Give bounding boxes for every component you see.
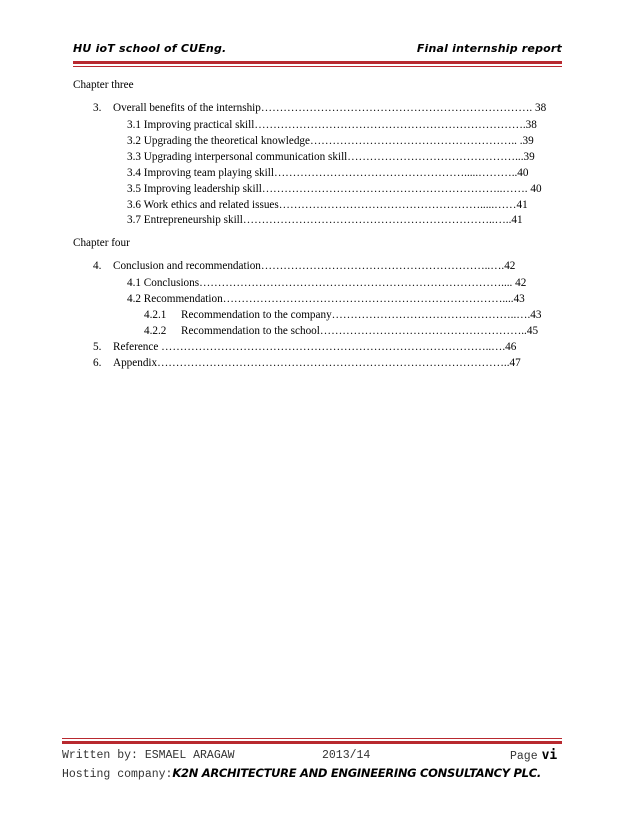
footer-page-number: vi xyxy=(541,748,558,763)
toc-entry-text: 3.2 Upgrading the theoretical knowledge……………………………………………….. .39 xyxy=(127,135,534,147)
toc-entry-text: Recommendation to the school………………………………………………..45 xyxy=(181,325,539,337)
toc-entry-number: 4. xyxy=(93,260,102,272)
footer-hosting xyxy=(62,764,541,782)
footer-rule xyxy=(62,741,562,744)
footer-page-label: Page xyxy=(510,750,538,763)
chapter-four-heading: Chapter four xyxy=(73,237,130,249)
page-header xyxy=(73,41,562,64)
toc-entry-text: 3.1 Improving practical skill……………………………………………………………….38 xyxy=(127,119,537,131)
header-school-name: HU ioT school of CUEng. xyxy=(73,42,227,55)
header-rule xyxy=(73,66,562,67)
toc-entry-text: 4.2 Recommendation…………………………………………………………………....43 xyxy=(127,293,525,305)
toc-entry-number: 6. xyxy=(93,357,102,369)
toc-entry-text: 3.6 Work ethics and related issues……………………………………………….....……41 xyxy=(127,199,528,211)
toc-entry-text: Conclusion and recommendation……………………………………………………..….42 xyxy=(113,260,516,272)
footer-author: Written by: ESMAEL ARAGAW xyxy=(62,749,235,762)
toc-entry-number: 4.2.1 xyxy=(144,309,167,321)
footer-company-name: K2N ARCHITECTURE AND ENGINEERING CONSULTANCY PLC. xyxy=(172,766,541,780)
toc-entry-text: 4.1 Conclusions……………………………………………………………………….... 42 xyxy=(127,277,527,289)
toc-entry-text: Recommendation to the company…………………………………………..….43 xyxy=(181,309,542,321)
toc-entry-text: Appendix…………………………………………………………………………………..47 xyxy=(113,357,521,369)
toc-entry-number: 3. xyxy=(93,102,102,114)
footer-page xyxy=(510,746,557,764)
header-report-title: Final internship report xyxy=(416,42,562,55)
toc-entry-text: 3.3 Upgrading interpersonal communication skill………………………………………...39 xyxy=(127,151,535,163)
toc-entry-number: 4.2.2 xyxy=(144,325,167,337)
footer-rule-thin xyxy=(62,738,562,739)
footer-hosting-label: Hosting company: xyxy=(62,768,173,781)
chapter-three-heading: Chapter three xyxy=(73,79,134,91)
toc-entry-number: 5. xyxy=(93,341,102,353)
toc-entry-text: 3.4 Improving team playing skill…………………………………………….....………..40 xyxy=(127,167,529,179)
toc-entry-text: 3.7 Entrepreneurship skill…………………………………………………………..…..41 xyxy=(127,214,523,226)
footer-year: 2013/14 xyxy=(322,749,371,762)
toc-entry-text: Reference ……………………………………………………………………………..….46 xyxy=(113,341,517,353)
toc-entry-text: Overall benefits of the internship………………………………………………………………. 38 xyxy=(113,102,547,114)
toc-entry-text: 3.5 Improving leadership skill………………………………………………………..……. 40 xyxy=(127,183,542,195)
